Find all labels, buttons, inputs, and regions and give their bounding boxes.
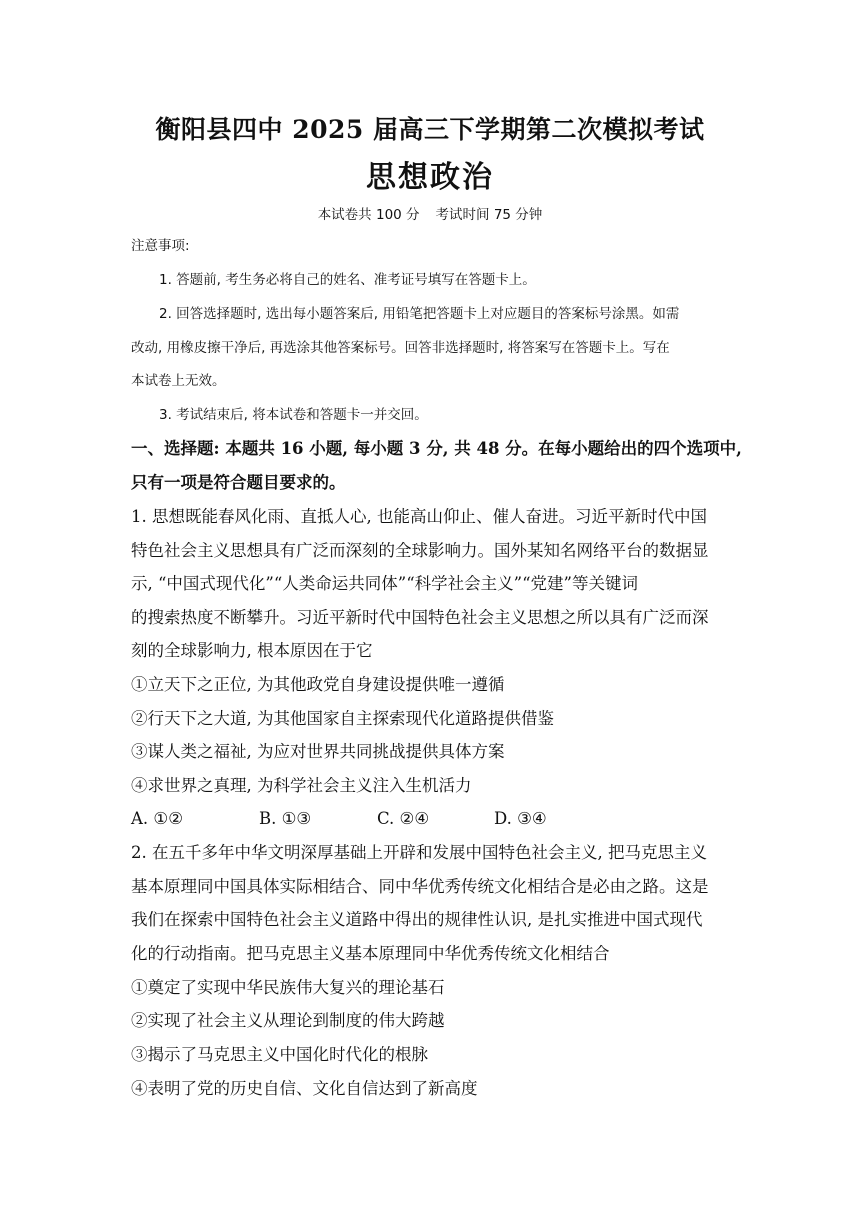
- option-b: B. ①③: [259, 809, 312, 828]
- note-item: 3. 考试结束后, 将本试卷和答题卡一并交回。: [159, 407, 428, 423]
- question-1-statement: ②行天下之大道, 为其他国家自主探索现代化道路提供借鉴: [131, 709, 554, 728]
- section-heading: 一、选择题: 本题共 16 小题, 每小题 3 分, 共 48 分。在每小题给出的四个选项中,: [131, 439, 742, 458]
- option-c: C. ②④: [377, 809, 430, 828]
- note-item: 1. 答题前, 考生务必将自己的姓名、准考证号填写在答题卡上。: [159, 272, 536, 288]
- question-2-stem: 我们在探索中国特色社会主义道路中得出的规律性认识, 是扎实推进中国式现代: [131, 910, 703, 929]
- question-1-statement: ④求世界之真理, 为科学社会主义注入生机活力: [131, 776, 472, 795]
- option-d: D. ③④: [494, 809, 547, 828]
- exam-title: 衡阳县四中 2025 届高三下学期第二次模拟考试: [155, 115, 705, 144]
- option-a: A. ①②: [131, 809, 183, 828]
- exam-duration: 考试时间 75 分钟: [435, 207, 543, 223]
- question-2-statement: ②实现了社会主义从理论到制度的伟大跨越: [131, 1011, 445, 1030]
- section-heading: 只有一项是符合题目要求的。: [131, 473, 346, 492]
- question-2-statement: ④表明了党的历史自信、文化自信达到了新高度: [131, 1079, 478, 1098]
- question-1-stem: 的搜索热度不断攀升。习近平新时代中国特色社会主义思想之所以具有广泛而深: [131, 608, 709, 627]
- note-item: 本试卷上无效。: [131, 373, 226, 389]
- notes-heading: 注意事项:: [131, 238, 190, 254]
- total-score: 本试卷共 100 分: [317, 207, 420, 223]
- question-1-statement: ③谋人类之福祉, 为应对世界共同挑战提供具体方案: [131, 742, 505, 761]
- question-2-stem: 基本原理同中国具体实际相结合、同中华优秀传统文化相结合是必由之路。这是: [131, 877, 709, 896]
- subject-title: 思想政治: [366, 160, 494, 195]
- question-1-stem: 示, “中国式现代化”“人类命运共同体”“科学社会主义”“党建”等关键词: [131, 574, 638, 593]
- note-item: 改动, 用橡皮擦干净后, 再选涂其他答案标号。回答非选择题时, 将答案写在答题卡上。写在: [131, 340, 670, 356]
- question-2-stem: 2. 在五千多年中华文明深厚基础上开辟和发展中国特色社会主义, 把马克思主义: [131, 843, 707, 862]
- question-1-stem: 1. 思想既能春风化雨、直抵人心, 也能高山仰止、催人奋进。习近平新时代中国: [131, 507, 707, 526]
- note-item: 2. 回答选择题时, 选出每小题答案后, 用铅笔把答题卡上对应题目的答案标号涂黑。如需: [159, 306, 680, 322]
- question-1-stem: 特色社会主义思想具有广泛而深刻的全球影响力。国外某知名网络平台的数据显: [131, 541, 709, 560]
- question-2-statement: ③揭示了马克思主义中国化时代化的根脉: [131, 1045, 428, 1064]
- exam-meta: [0, 203, 860, 223]
- question-1-stem: 刻的全球影响力, 根本原因在于它: [131, 641, 373, 660]
- question-2-statement: ①奠定了实现中华民族伟大复兴的理论基石: [131, 978, 445, 997]
- question-2-stem: 化的行动指南。把马克思主义基本原理同中华优秀传统文化相结合: [131, 944, 610, 963]
- question-1-statement: ①立天下之正位, 为其他政党自身建设提供唯一遵循: [131, 675, 505, 694]
